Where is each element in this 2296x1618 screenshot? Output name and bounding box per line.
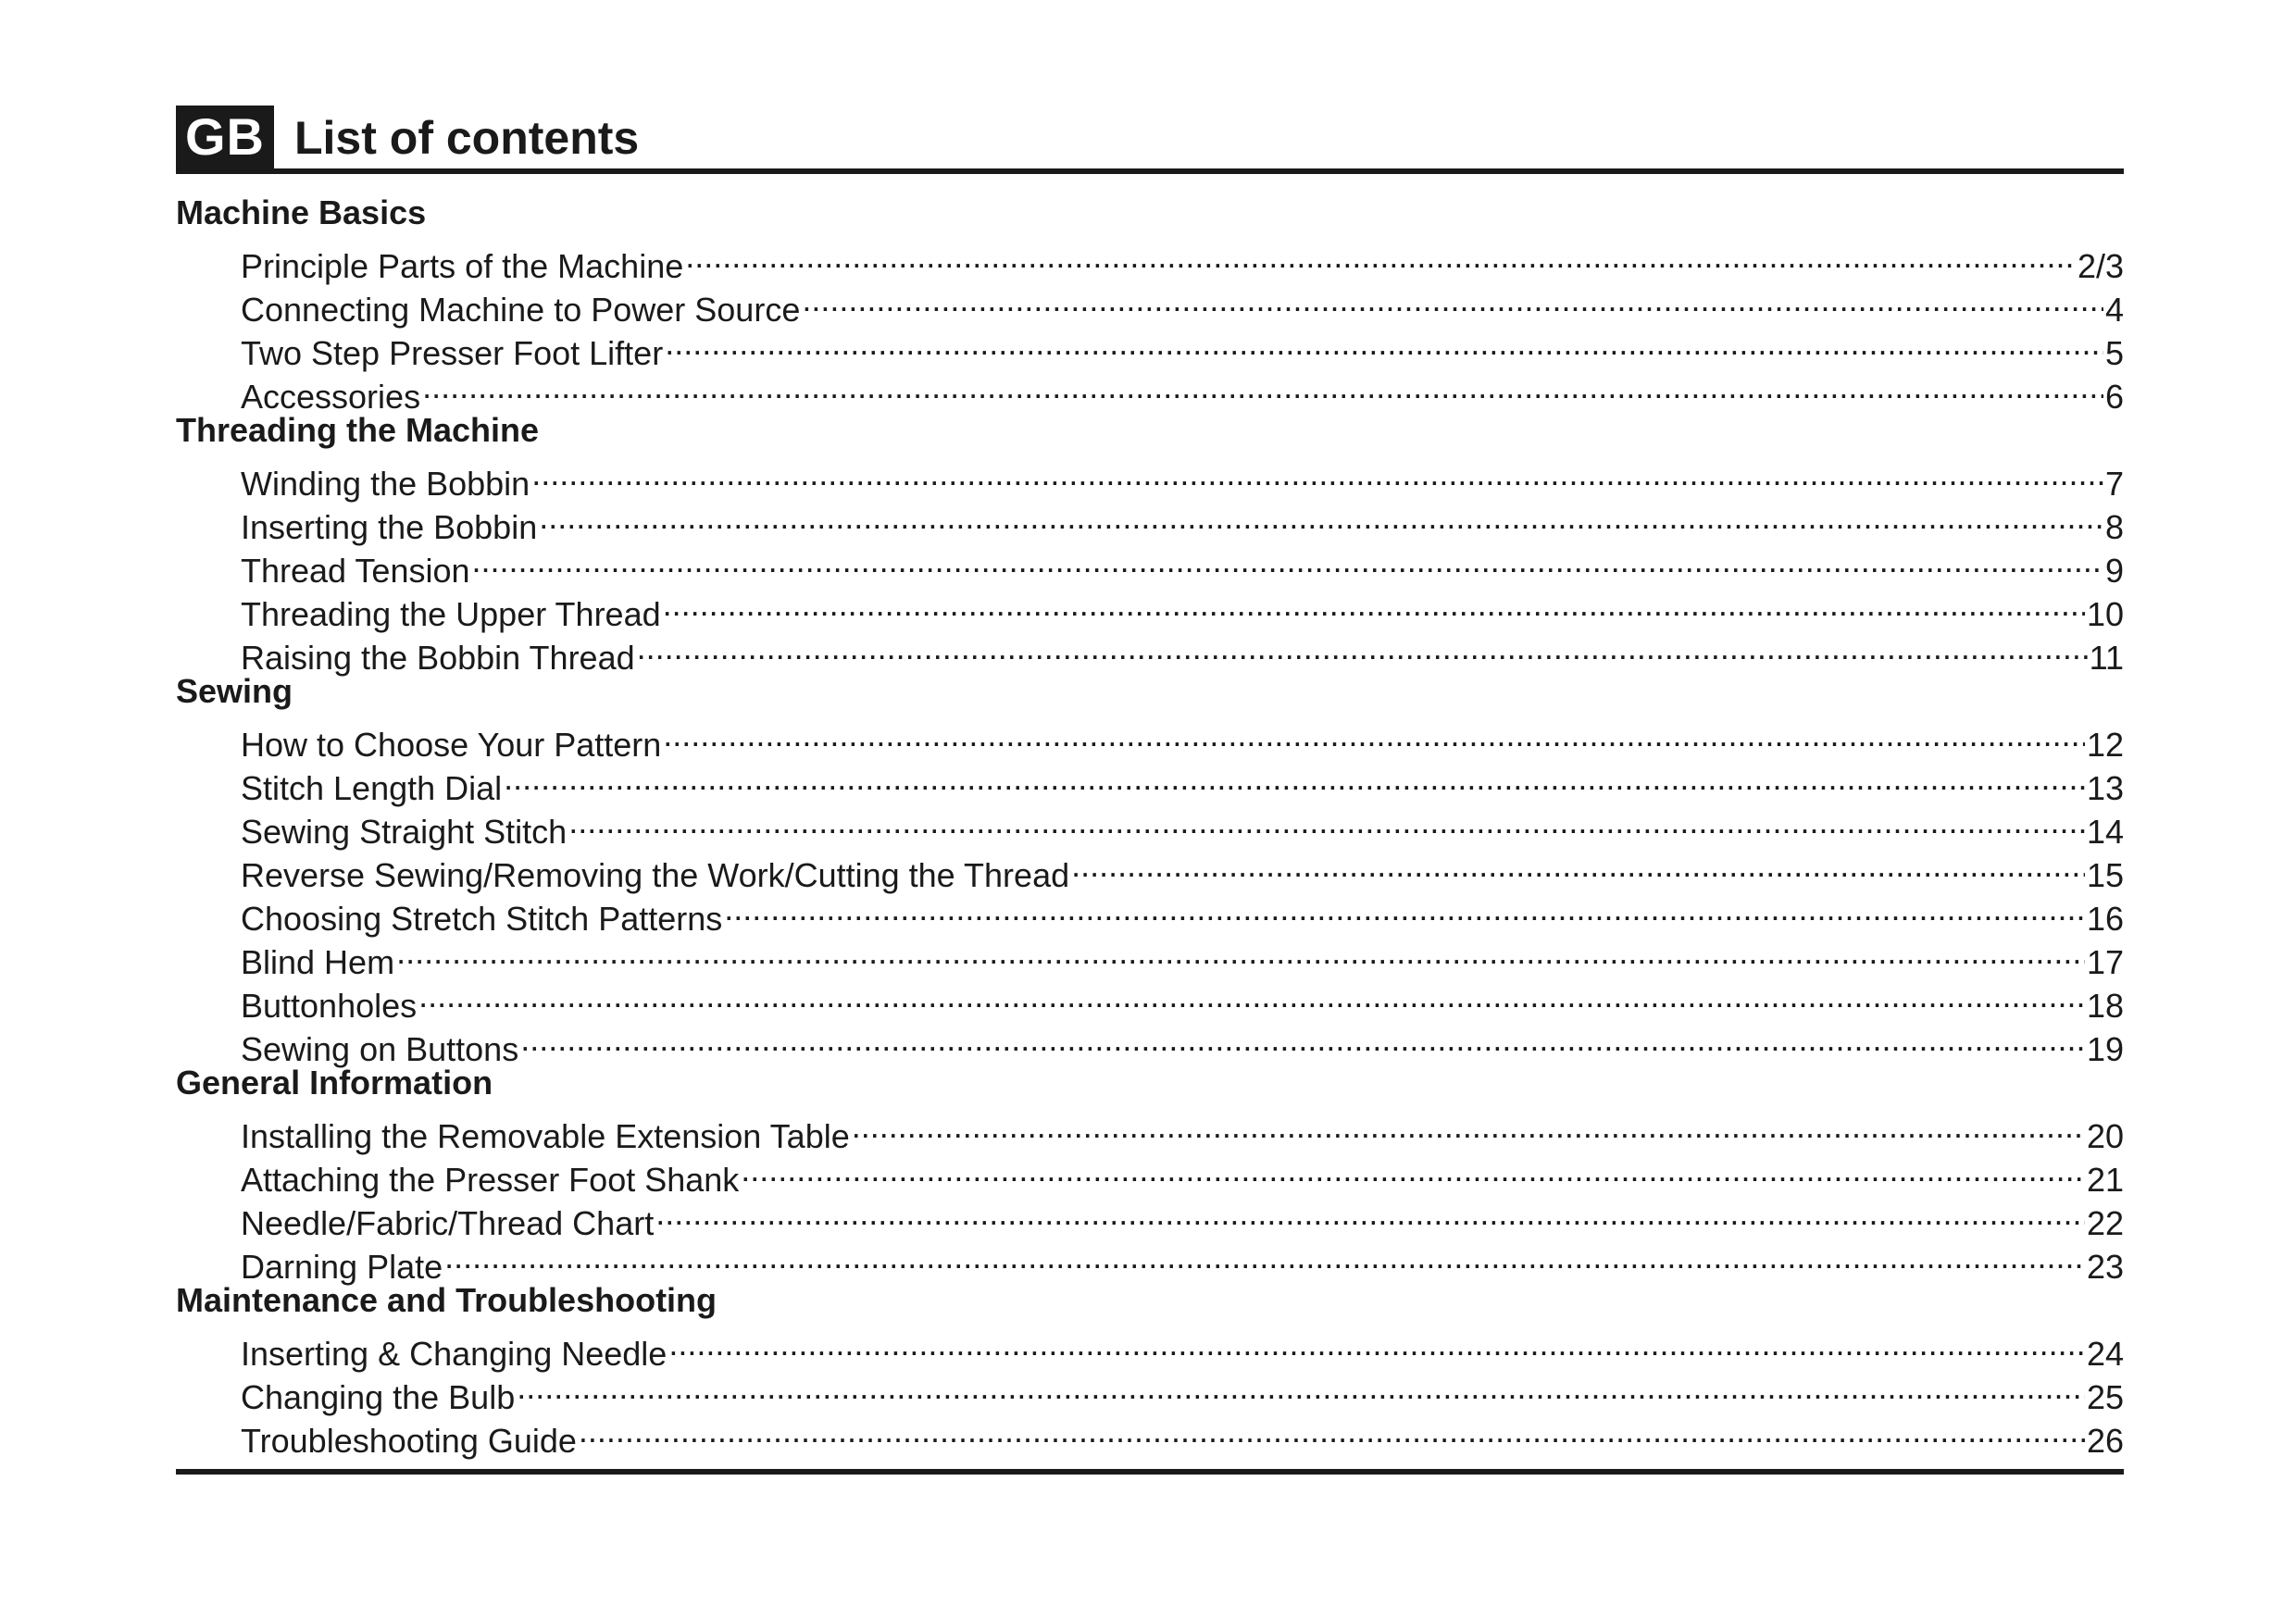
dot-leader [396, 930, 2085, 974]
dot-leader [668, 1322, 2085, 1365]
toc-entry-page-number: 23 [2086, 1248, 2124, 1286]
toc-entry-page-number: 6 [2104, 378, 2124, 416]
section-heading: Machine Basics [176, 193, 427, 231]
dot-leader [724, 887, 2085, 930]
dot-leader [802, 278, 2103, 321]
dot-leader [444, 1235, 2085, 1278]
toc-entry-label: Sewing on Buttons [241, 1030, 519, 1068]
toc-entry-label: Blind Hem [241, 943, 395, 981]
toc-entry-page-number: 2/3 [2077, 247, 2124, 285]
toc-entry-label: Buttonholes [241, 987, 418, 1025]
dot-leader [685, 234, 2076, 278]
toc-entry[interactable] [176, 1104, 2124, 1155]
toc-entry-page-number: 25 [2086, 1378, 2124, 1416]
toc-entry-label: Troubleshooting Guide [241, 1422, 577, 1460]
toc-entry-page-number: 10 [2086, 595, 2124, 633]
toc-entry-label: Inserting & Changing Needle [241, 1335, 668, 1373]
toc-entry[interactable] [176, 1017, 2124, 1068]
toc-entry-label: Thread Tension [241, 552, 470, 590]
toc-entry-page-number: 24 [2086, 1335, 2124, 1373]
dot-leader [520, 1017, 2085, 1061]
dot-leader [663, 582, 2085, 626]
footer-divider [176, 1469, 2124, 1475]
toc-entry-page-number: 17 [2086, 943, 2124, 981]
toc-entry-label: Installing the Removable Extension Table [241, 1117, 850, 1155]
dot-leader [579, 1409, 2085, 1452]
toc-entry-label: Connecting Machine to Power Source [241, 291, 801, 329]
toc-entry-page-number: 12 [2086, 726, 2124, 764]
table-of-contents [176, 191, 2124, 1460]
toc-entry-label: Stitch Length Dial [241, 769, 503, 807]
toc-entry-label: Raising the Bobbin Thread [241, 639, 635, 677]
toc-entry-page-number: 4 [2104, 291, 2124, 329]
toc-entry-page-number: 19 [2086, 1030, 2124, 1068]
language-badge: GB [176, 106, 274, 168]
toc-entry-label: Inserting the Bobbin [241, 508, 538, 546]
toc-entry-label: Two Step Presser Foot Lifter [241, 334, 664, 372]
section-heading: Sewing [176, 672, 293, 710]
toc-entry-page-number: 11 [2089, 639, 2124, 677]
dot-leader [504, 756, 2085, 800]
header-divider [176, 168, 2124, 174]
toc-entry[interactable] [176, 452, 2124, 503]
toc-entry-page-number: 22 [2086, 1204, 2124, 1242]
toc-entry[interactable] [176, 974, 2124, 1025]
dot-leader [539, 495, 2103, 539]
toc-entry-page-number: 21 [2086, 1161, 2124, 1199]
toc-entry[interactable] [176, 365, 2124, 416]
section-heading: General Information [176, 1064, 493, 1101]
toc-entry-page-number: 9 [2104, 552, 2124, 590]
toc-entry-page-number: 16 [2086, 900, 2124, 938]
toc-entry[interactable] [176, 1235, 2124, 1286]
section-heading: Maintenance and Troubleshooting [176, 1281, 718, 1319]
toc-entry[interactable] [176, 713, 2124, 764]
dot-leader [517, 1365, 2085, 1409]
toc-entry-label: Attaching the Presser Foot Shank [241, 1161, 740, 1199]
toc-entry-label: Reverse Sewing/Removing the Work/Cutting the Thread [241, 856, 1070, 894]
toc-entry-page-number: 26 [2086, 1422, 2124, 1460]
dot-leader [568, 800, 2085, 843]
toc-entry-page-number: 20 [2086, 1117, 2124, 1155]
contents-page [176, 102, 2124, 1475]
dot-leader [637, 626, 2088, 669]
toc-entry-page-number: 18 [2086, 987, 2124, 1025]
dot-leader [422, 365, 2103, 408]
dot-leader [1071, 843, 2085, 887]
toc-entry-label: Sewing Straight Stitch [241, 813, 568, 851]
dot-leader [418, 974, 2085, 1017]
toc-entry-page-number: 7 [2104, 465, 2124, 503]
dot-leader [531, 452, 2103, 495]
toc-entry-page-number: 8 [2104, 508, 2124, 546]
toc-entry-label: Darning Plate [241, 1248, 443, 1286]
section-heading: Threading the Machine [176, 411, 540, 449]
dot-leader [655, 1191, 2085, 1235]
toc-entry[interactable] [176, 234, 2124, 285]
toc-entry-page-number: 14 [2086, 813, 2124, 851]
toc-entry-page-number: 13 [2086, 769, 2124, 807]
dot-leader [663, 713, 2085, 756]
toc-entry-label: Changing the Bulb [241, 1378, 516, 1416]
page-header [176, 102, 2124, 168]
toc-entry-label: Choosing Stretch Stitch Patterns [241, 900, 723, 938]
dot-leader [741, 1148, 2085, 1191]
toc-entry-label: Winding the Bobbin [241, 465, 530, 503]
dot-leader [852, 1104, 2085, 1148]
toc-entry[interactable] [176, 930, 2124, 981]
toc-entry-label: Needle/Fabric/Thread Chart [241, 1204, 655, 1242]
page-title: List of contents [294, 112, 640, 164]
dot-leader [472, 539, 2103, 582]
toc-entry[interactable] [176, 1322, 2124, 1373]
toc-entry-label: How to Choose Your Pattern [241, 726, 662, 764]
toc-entry-label: Threading the Upper Thread [241, 595, 661, 633]
dot-leader [665, 321, 2103, 365]
toc-entry-page-number: 5 [2104, 334, 2124, 372]
toc-entry-page-number: 15 [2086, 856, 2124, 894]
toc-entry-label: Principle Parts of the Machine [241, 247, 684, 285]
toc-entry-label: Accessories [241, 378, 421, 416]
